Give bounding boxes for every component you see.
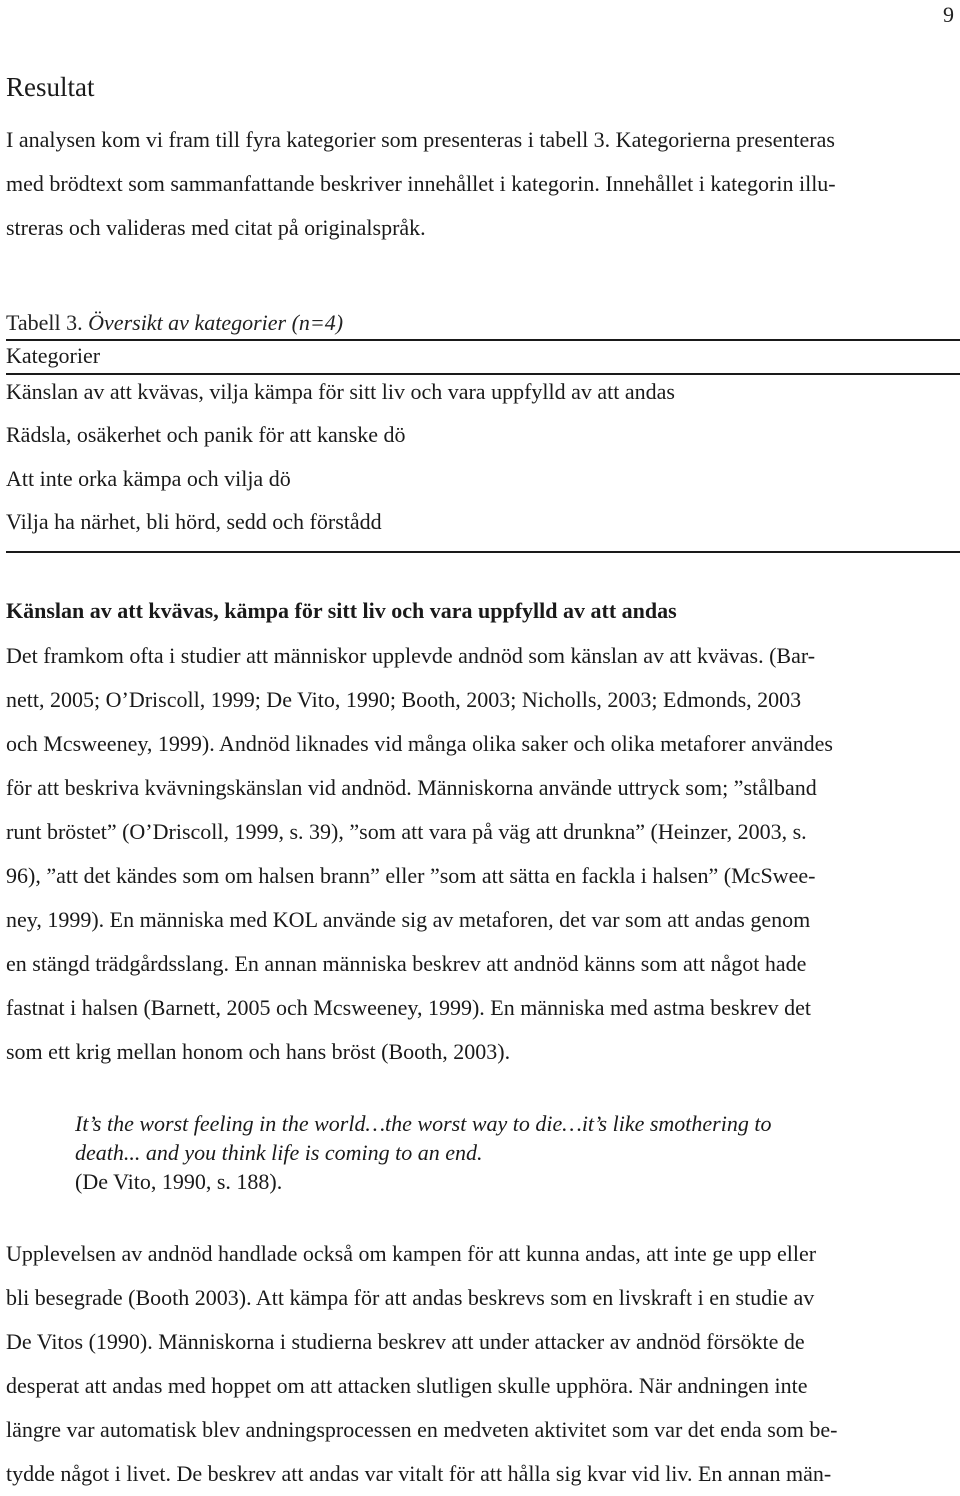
paragraph-line: Det framkom ofta i studier att människor upplevde andnöd som känslan av att kvävas. (Bar- [6, 643, 816, 668]
paragraph-line: De Vitos (1990). Människorna i studierna beskrev att under attacker av andnöd försökte de [6, 1329, 805, 1354]
table-header-rule [6, 373, 960, 375]
table-row: Rädsla, osäkerhet och panik för att kanske dö [6, 422, 406, 447]
table-caption [6, 310, 343, 336]
paragraph-line: nett, 2005; O’Driscoll, 1999; De Vito, 1990; Booth, 2003; Nicholls, 2003; Edmonds, 2003 [6, 687, 802, 712]
table-caption-title: Översikt av kategorier (n=4) [82, 310, 344, 335]
intro-line: streras och valideras med citat på originalspråk. [6, 215, 426, 240]
paragraph-line: 96), ”att det kändes som om halsen brann” eller ”som att sätta en fackla i halsen” (McSwee- [6, 863, 816, 888]
intro-paragraph [6, 118, 954, 250]
quote-citation: (De Vito, 1990, s. 188). [75, 1169, 283, 1194]
intro-line: I analysen kom vi fram till fyra kategorier som presenteras i tabell 3. Kategorierna presenteras [6, 127, 835, 152]
section-title: Resultat [6, 72, 95, 102]
paragraph-line: ney, 1999). En människa med KOL använde sig av metaforen, det var som att andas genom [6, 907, 811, 932]
quote-line: death... and you think life is coming to an end. [75, 1140, 483, 1165]
paragraph-line: för att beskriva kvävningskänslan vid andnöd. Människorna använde uttryck som; ”stålband [6, 775, 817, 800]
body-paragraph-1 [6, 634, 956, 1074]
block-quote [75, 1109, 925, 1196]
table-bottom-rule [6, 551, 960, 553]
table-row: Vilja ha närhet, bli hörd, sedd och förstådd [6, 509, 382, 534]
table-row: Att inte orka kämpa och vilja dö [6, 466, 291, 491]
intro-line: med brödtext som sammanfattande beskriver innehållet i kategorin. Innehållet i kategorin illu- [6, 171, 836, 196]
quote-line: It’s the worst feeling in the world…the worst way to die…it’s like smothering to [75, 1111, 772, 1136]
paragraph-line: bli besegrade (Booth 2003). Att kämpa för att andas beskrevs som en livskraft i en studie av [6, 1285, 815, 1310]
paragraph-line: desperat att andas med hoppet om att attacken slutligen skulle upphöra. När andningen inte [6, 1373, 808, 1398]
body-paragraph-2 [6, 1232, 956, 1496]
table-header: Kategorier [6, 343, 101, 368]
paragraph-line: längre var automatisk blev andningsprocessen en medveten aktivitet som var det enda som be- [6, 1417, 838, 1442]
table-caption-label: Tabell 3. [6, 310, 83, 335]
table-top-rule [6, 339, 960, 341]
table-row: Känslan av att kvävas, vilja kämpa för sitt liv och vara uppfylld av att andas [6, 379, 675, 404]
paragraph-line: som ett krig mellan honom och hans bröst (Booth, 2003). [6, 1039, 511, 1064]
paragraph-line: Upplevelsen av andnöd handlade också om kampen för att kunna andas, att inte ge upp eller [6, 1241, 817, 1266]
category-heading: Känslan av att kvävas, kämpa för sitt liv och vara uppfylld av att andas [6, 598, 677, 623]
paragraph-line: fastnat i halsen (Barnett, 2005 och Mcsweeney, 1999). En människa med astma beskrev det [6, 995, 812, 1020]
paragraph-line: tydde något i livet. De beskrev att andas var vitalt för att hålla sig kvar vid liv. En annan män- [6, 1461, 832, 1486]
page-number: 9 [943, 2, 954, 27]
paragraph-line: runt bröstet” (O’Driscoll, 1999, s. 39), ”som att vara på väg att drunkna” (Heinzer, 2003, s. [6, 819, 807, 844]
paragraph-line: en stängd trädgårdsslang. En annan människa beskrev att andnöd känns som att något hade [6, 951, 807, 976]
paragraph-line: och Mcsweeney, 1999). Andnöd liknades vid många olika saker och olika metaforer användes [6, 731, 833, 756]
